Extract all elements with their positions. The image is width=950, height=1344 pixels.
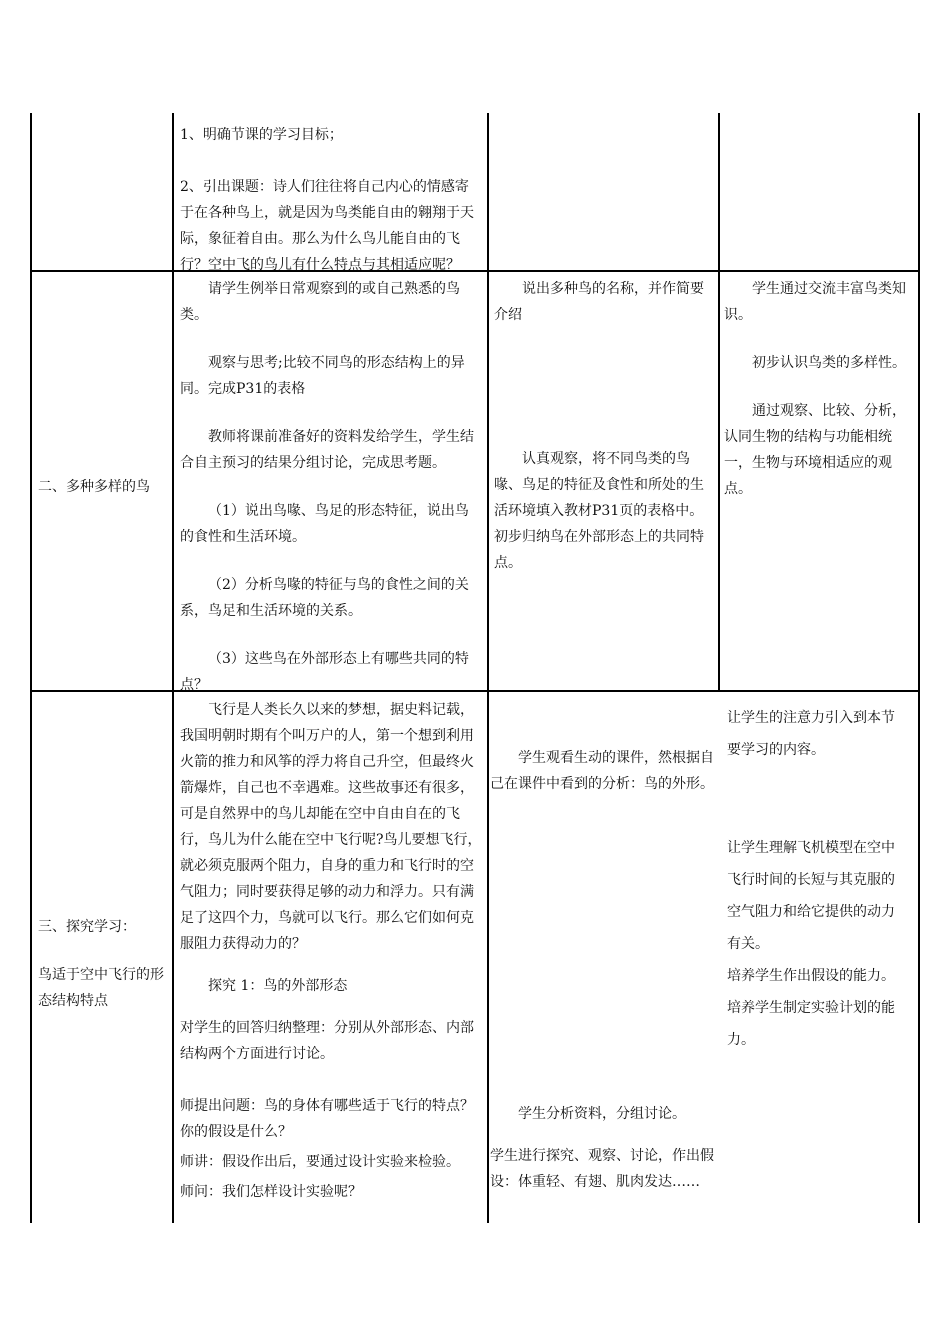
row2-student-cell (494, 276, 712, 576)
row3-student-p2: 学生分析资料，分组讨论。 (518, 1106, 686, 1122)
row3-teacher-p4: 师提出问题：鸟的身体有哪些适于飞行的特点？你的假设是什么？ (180, 1098, 474, 1140)
row3-intent-p1: 让学生的注意力引入到本节要学习的内容。 (727, 710, 895, 758)
row1-teacher-cell (180, 122, 482, 278)
row2-intent-p1: 学生通过交流丰富鸟类知识。 (724, 281, 906, 323)
row1-teacher-line-1: 1、明确节课的学习目标； (180, 127, 343, 143)
row2-intent-cell (724, 276, 916, 502)
row2-student-p1: 说出多种鸟的名称，并作简要介绍 (494, 281, 704, 323)
row3-teacher-cell (180, 697, 482, 1205)
row3-teacher-p6: 师问：我们怎样设计实验呢？ (180, 1184, 362, 1200)
row2-section-label: 二、多种多样的鸟 (38, 479, 150, 495)
row3-teacher-p5: 师讲：假设作出后，要通过设计实验来检验。 (180, 1154, 460, 1170)
row2-teacher-p1: 请学生例举日常观察到的或自己熟悉的鸟类。 (180, 281, 460, 323)
row2-teacher-p6: （3）这些鸟在外部形态上有哪些共同的特点？ (180, 651, 469, 693)
row2-student-p2: 认真观察，将不同鸟类的鸟喙、鸟足的特征及食性和所处的生活环境填入教材P31页的表格中。初步归纳鸟在外部形态上的共同特点。 (494, 451, 704, 571)
row3-teacher-p2: 探究 1：鸟的外部形态 (208, 978, 348, 994)
row2-intent-p3: 通过观察、比较、分析，认同生物的结构与功能相统一，生物与环境相适应的观点。 (724, 403, 906, 497)
table-divider-3 (718, 113, 720, 691)
table-divider-1 (172, 113, 174, 1223)
row2-teacher-p2: 观察与思考;比较不同鸟的形态结构上的异同。完成P31的表格 (180, 355, 465, 397)
row3-student-p1: 学生观看生动的课件，然根据自己在课件中看到的分析：鸟的外形。 (490, 750, 714, 792)
row2-teacher-p3: 教师将课前准备好的资料发给学生，学生结合自主预习的结果分组讨论，完成思考题。 (180, 429, 474, 471)
row3-intent-p4: 培养学生制定实验计划的能力。 (727, 1000, 895, 1048)
row1-teacher-line-2: 2、引出课题：诗人们往往将自己内心的情感寄于在各种鸟上，就是因为鸟类能自由的翱翔于天际，象征着自由。那么为什么鸟儿能自由的飞行？空中飞的鸟儿有什么特点与其相适应呢？ (180, 179, 474, 273)
row3-student-p3: 学生进行探究、观察、讨论，作出假设：体重轻、有翅、肌肉发达…… (490, 1148, 714, 1190)
row3-intent-p2: 让学生理解飞机模型在空中飞行时间的长短与其克服的空气阻力和给它提供的动力有关。 (727, 840, 895, 952)
row3-section-cell (38, 914, 168, 1014)
table-border-left (30, 113, 32, 1223)
row3-section-sub: 鸟适于空中飞行的形态结构特点 (38, 967, 164, 1009)
row3-student-cell (490, 745, 714, 1195)
row2-teacher-cell (180, 276, 482, 698)
row3-intent-cell (727, 702, 907, 1056)
row3-section-title: 三、探究学习： (38, 919, 136, 935)
row3-teacher-p3: 对学生的回答归纳整理：分别从外部形态、内部结构两个方面进行讨论。 (180, 1020, 474, 1062)
table-divider-2 (487, 113, 489, 1223)
row2-teacher-p5: （2）分析鸟喙的特征与鸟的食性之间的关系，鸟足和生活环境的关系。 (180, 577, 469, 619)
row2-intent-p2: 初步认识鸟类的多样性。 (752, 355, 906, 371)
row3-teacher-p1: 飞行是人类长久以来的梦想，据史料记载，我国明朝时期有个叫万户的人，第一个想到利用火箭的推力和风筝的浮力将自己升空，但最终火箭爆炸，自己也不幸遇难。这些故事还有很多，可是自然界中的鸟儿却能在空中自由自在的飞行，鸟儿为什么能在空中飞行呢?鸟儿要想飞行，就必须克服两个阻力，自身的重力和飞行时的空气阻力；同时要获得足够的动力和浮力。只有满足了这四个力，鸟就可以飞行。那么它们如何克服阻力获得动力的？ (180, 702, 482, 952)
row3-intent-p3: 培养学生作出假设的能力。 (727, 968, 895, 984)
table-border-right (918, 113, 920, 1223)
row2-teacher-p4: （1）说出鸟喙、鸟足的形态特征，说出鸟的食性和生活环境。 (180, 503, 469, 545)
